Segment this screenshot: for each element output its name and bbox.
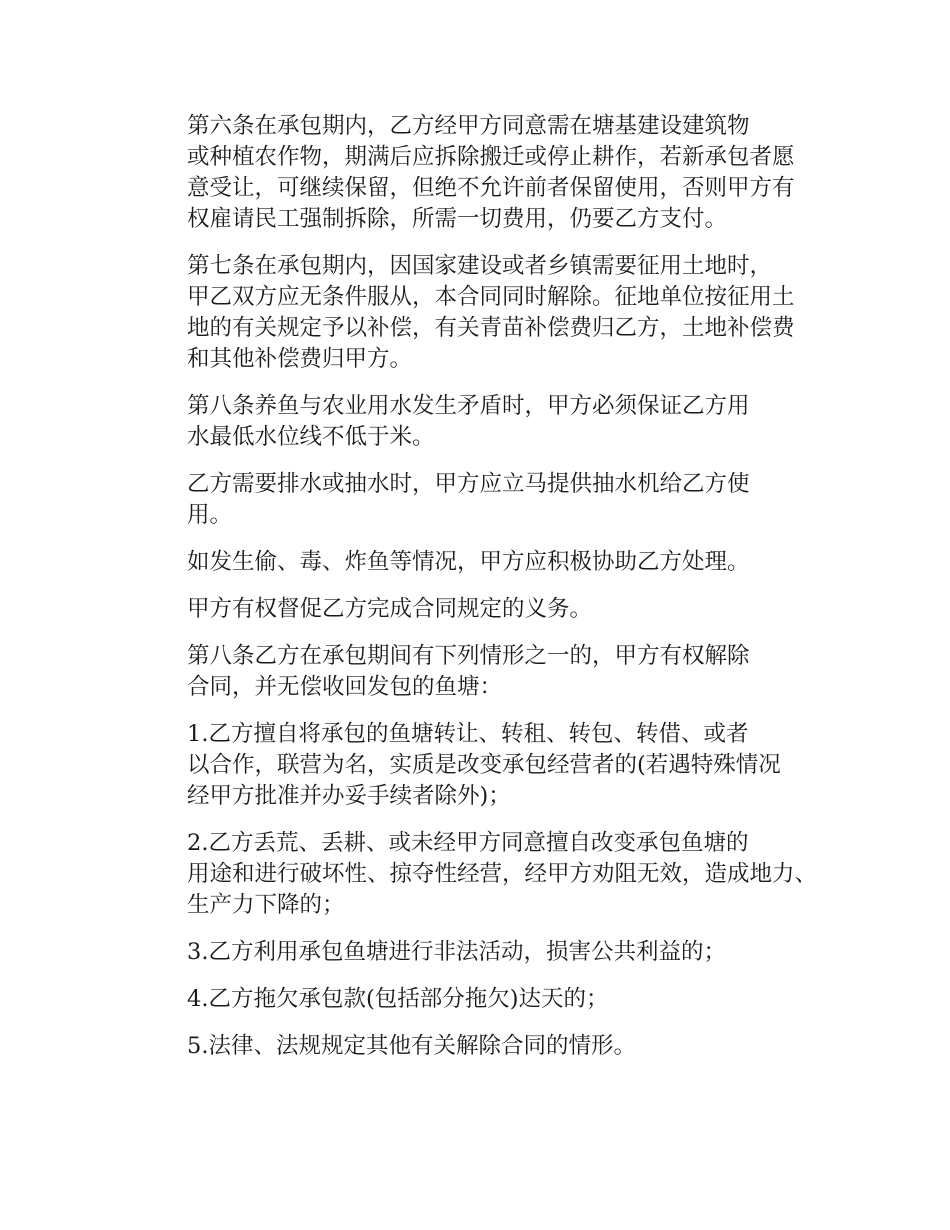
paragraph-line: 甲方有权督促乙方完成合同规定的义务。	[187, 596, 593, 622]
list-item-4	[142, 984, 832, 1015]
paragraph-line: 经甲方批准并办妥手续者除外)；	[187, 783, 511, 809]
list-item-1	[142, 719, 832, 812]
paragraph-line: 第七条在承包期内，因国家建设或者乡镇需要征用土地时，	[187, 253, 773, 279]
paragraph-line: 甲乙双方应无条件服从，本合同同时解除。征地单位按征用土	[187, 284, 795, 310]
paragraph-line: 如发生偷、毒、炸鱼等情况，甲方应积极协助乙方处理。	[187, 549, 750, 575]
paragraph-line: 乙方需要排水或抽水时，甲方应立马提供抽水机给乙方使	[187, 471, 750, 497]
paragraph-line: 生产力下降的；	[187, 892, 345, 918]
list-item-2	[142, 828, 832, 921]
paragraph-line: 以合作，联营为名，实质是改变承包经营者的(若遇特殊情况	[187, 752, 781, 778]
paragraph-supervision	[142, 594, 832, 625]
paragraph-line: 3.乙方利用承包鱼塘进行非法活动，损害公共利益的；	[187, 939, 726, 965]
list-item-3	[142, 937, 832, 968]
paragraph-article-6	[142, 111, 832, 235]
paragraph-line: 第八条乙方在承包期间有下列情形之一的，甲方有权解除	[187, 643, 750, 669]
paragraph-line: 1.乙方擅自将承包的鱼塘转让、转租、转包、转借、或者	[187, 721, 749, 747]
document-body	[142, 111, 832, 1078]
paragraph-drainage	[142, 469, 832, 531]
paragraph-line: 权雇请民工强制拆除，所需一切费用，仍要乙方支付。	[187, 206, 728, 232]
paragraph-line: 用途和进行破坏性、掠夺性经营，经甲方劝阻无效，造成地力、	[187, 861, 818, 887]
paragraph-line: 合同，并无偿收回发包的鱼塘：	[187, 674, 503, 700]
paragraph-line: 第六条在承包期内，乙方经甲方同意需在塘基建设建筑物	[187, 113, 750, 139]
paragraph-line: 5.法律、法规规定其他有关解除合同的情形。	[187, 1033, 636, 1059]
paragraph-article-7	[142, 251, 832, 375]
paragraph-line: 意受让，可继续保留，但绝不允许前者保留使用，否则甲方有	[187, 175, 795, 201]
paragraph-line: 2.乙方丢荒、丢耕、或未经甲方同意擅自改变承包鱼塘的	[187, 830, 749, 856]
list-item-5	[142, 1031, 832, 1062]
paragraph-line: 用。	[187, 502, 233, 528]
paragraph-line: 4.乙方拖欠承包款(包括部分拖欠)达天的；	[187, 986, 609, 1012]
paragraph-line: 或种植农作物，期满后应拆除搬迁或停止耕作，若新承包者愿	[187, 144, 795, 170]
paragraph-line: 水最低水位线不低于米。	[187, 424, 435, 450]
paragraph-article-8-termination	[142, 641, 832, 703]
paragraph-theft	[142, 547, 832, 578]
paragraph-line: 地的有关规定予以补偿，有关青苗补偿费归乙方，土地补偿费	[187, 315, 795, 341]
paragraph-line: 第八条养鱼与农业用水发生矛盾时，甲方必须保证乙方用	[187, 393, 750, 419]
paragraph-line: 和其他补偿费归甲方。	[187, 346, 413, 372]
paragraph-article-8-water	[142, 391, 832, 453]
